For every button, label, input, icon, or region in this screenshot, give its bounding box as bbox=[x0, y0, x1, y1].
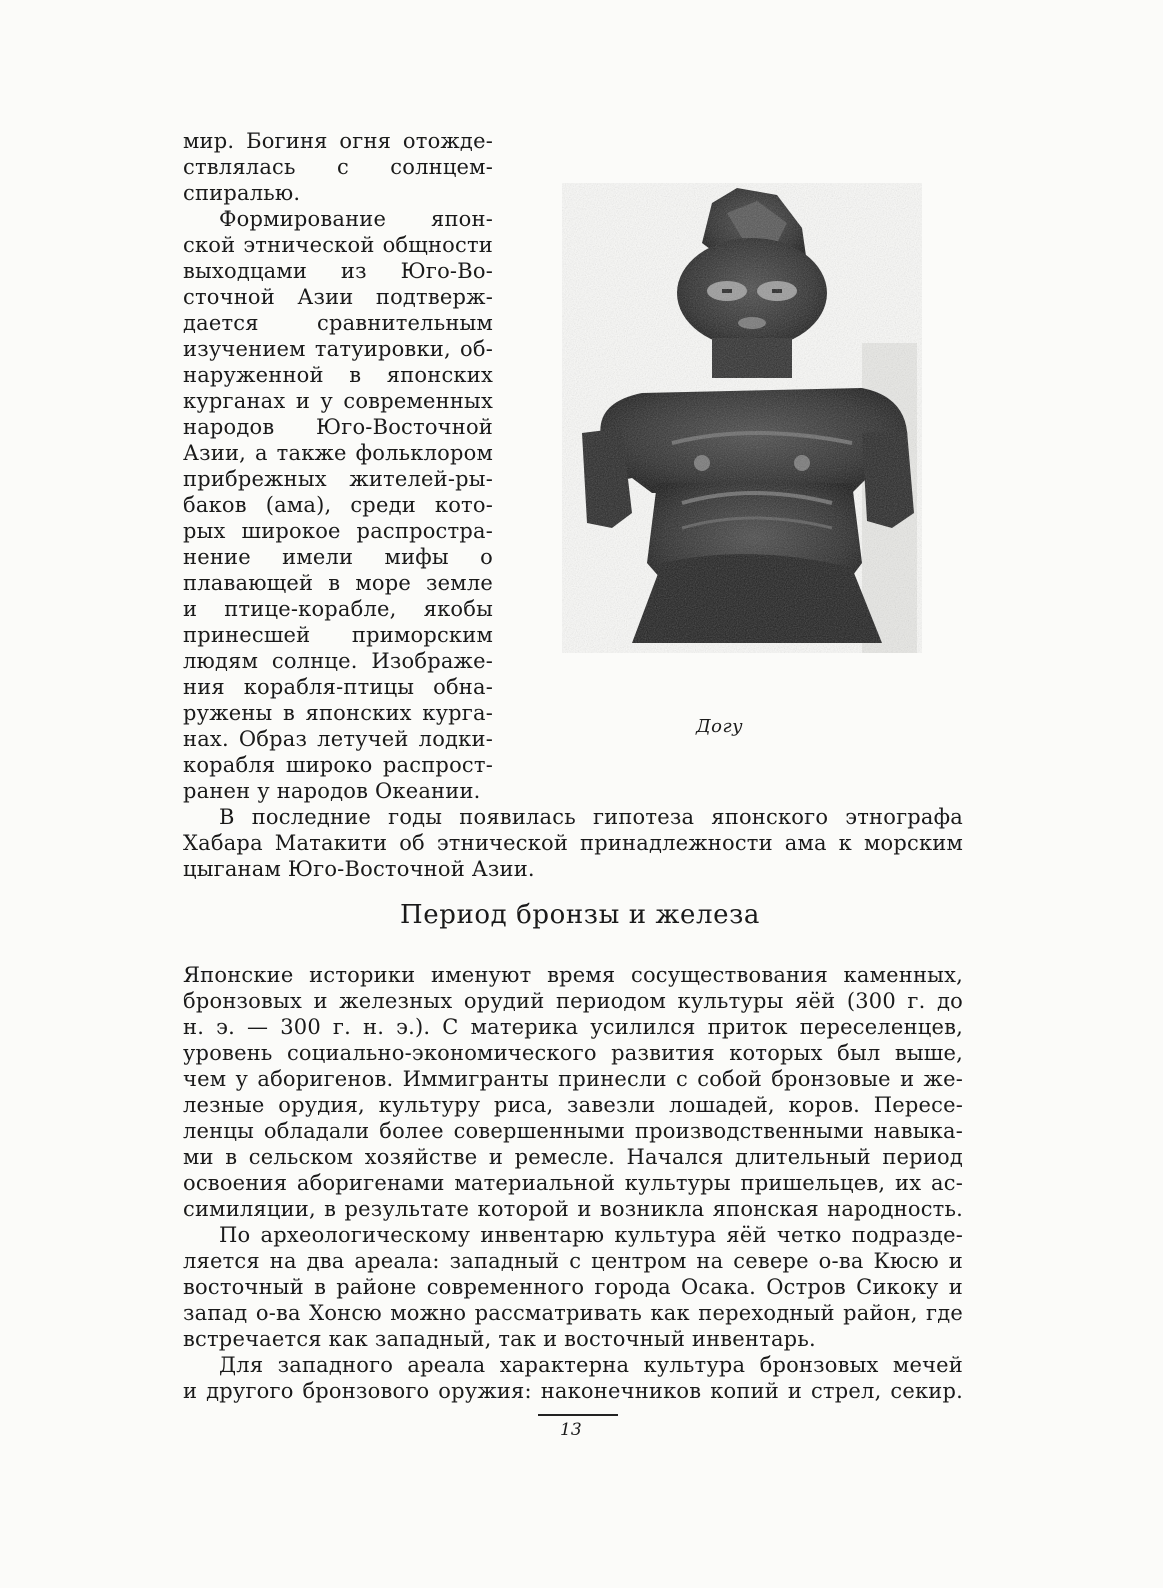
text-line: дается сравнительным bbox=[183, 311, 493, 335]
text-line: По археологическому инвентарю культура яёй четко подразде- bbox=[219, 1223, 963, 1247]
text-line: ствлялась с солнцем- bbox=[183, 155, 493, 179]
dogu-figurine-icon bbox=[562, 183, 922, 653]
text-line: курганах и у современных bbox=[183, 389, 493, 413]
text-line: ленцы обладали более совершенными производственными навыка- bbox=[183, 1119, 963, 1143]
section-heading: Период бронзы и железа bbox=[399, 900, 761, 930]
text-line: наруженной в японских bbox=[183, 363, 493, 387]
text-line: чем у аборигенов. Иммигранты принесли с собой бронзовые и же- bbox=[183, 1067, 963, 1091]
text-line: встречается как западный, так и восточный инвентарь. bbox=[183, 1327, 816, 1351]
text-line: баков (ама), среди кото- bbox=[183, 493, 493, 517]
text-line: сточной Азии подтверж- bbox=[183, 285, 493, 309]
text-line: народов Юго-Восточной bbox=[183, 415, 493, 439]
text-line: уровень социально-экономического развития которых был выше, bbox=[183, 1041, 963, 1065]
text-line: Азии, а также фольклором bbox=[183, 441, 493, 465]
text-line: Хабара Матакити об этнической принадлежности ама к морским bbox=[183, 831, 963, 855]
text-line: симиляции, в результате которой и возникла японская народность. bbox=[183, 1197, 963, 1221]
text-line: людям солнце. Изображе- bbox=[183, 649, 493, 673]
text-line: корабля широко распрост- bbox=[183, 753, 493, 777]
text-line: бронзовых и железных орудий периодом культуры яёй (300 г. до bbox=[183, 989, 963, 1013]
text-line: изучением татуировки, об- bbox=[183, 337, 493, 361]
text-line: и другого бронзового оружия: наконечников копий и стрел, секир. bbox=[183, 1379, 963, 1403]
text-line: Для западного ареала характерна культура бронзовых мечей bbox=[219, 1353, 963, 1377]
text-line: В последние годы появилась гипотеза японского этнографа bbox=[219, 805, 963, 829]
text-line: ми в сельском хозяйстве и ремесле. Начался длительный период bbox=[183, 1145, 963, 1169]
dogu-figurine-photo bbox=[562, 183, 922, 653]
text-line: принесшей приморским bbox=[183, 623, 493, 647]
text-line: и птице-корабле, якобы bbox=[183, 597, 493, 621]
text-line: прибрежных жителей-ры- bbox=[183, 467, 493, 491]
page-number: 13 bbox=[560, 1420, 582, 1440]
text-line: н. э. — 300 г. н. э.). С материка усилился приток переселенцев, bbox=[183, 1015, 963, 1039]
text-line: восточный в районе современного города Осака. Остров Сикоку и bbox=[183, 1275, 963, 1299]
text-line: нение имели мифы о bbox=[183, 545, 493, 569]
text-line: Японские историки именуют время сосуществования каменных, bbox=[183, 963, 963, 987]
footer-rule bbox=[538, 1414, 618, 1416]
text-line: спиралью. bbox=[183, 181, 301, 205]
text-line: Формирование япон- bbox=[219, 207, 493, 231]
text-line: запад о-ва Хонсю можно рассматривать как переходный район, где bbox=[183, 1301, 963, 1325]
text-line: цыганам Юго-Восточной Азии. bbox=[183, 857, 535, 881]
text-line: плавающей в море земле bbox=[183, 571, 493, 595]
text-line: выходцами из Юго-Во- bbox=[183, 259, 493, 283]
text-line: рых широкое распростра- bbox=[183, 519, 493, 543]
text-line: освоения аборигенами материальной культуры пришельцев, их ас- bbox=[183, 1171, 963, 1195]
text-line: ляется на два ареала: западный с центром на севере о-ва Кюсю и bbox=[183, 1249, 963, 1273]
text-line: ской этнической общности bbox=[183, 233, 493, 257]
text-line: мир. Богиня огня отожде- bbox=[183, 129, 493, 153]
text-line: ранен у народов Океании. bbox=[183, 779, 481, 803]
text-line: нах. Образ летучей лодки- bbox=[183, 727, 493, 751]
text-line: ружены в японских курга- bbox=[183, 701, 493, 725]
text-line: ния корабля-птицы обна- bbox=[183, 675, 493, 699]
figure-caption: Догу bbox=[696, 716, 744, 737]
text-line: лезные орудия, культуру риса, завезли лошадей, коров. Пересе- bbox=[183, 1093, 963, 1117]
